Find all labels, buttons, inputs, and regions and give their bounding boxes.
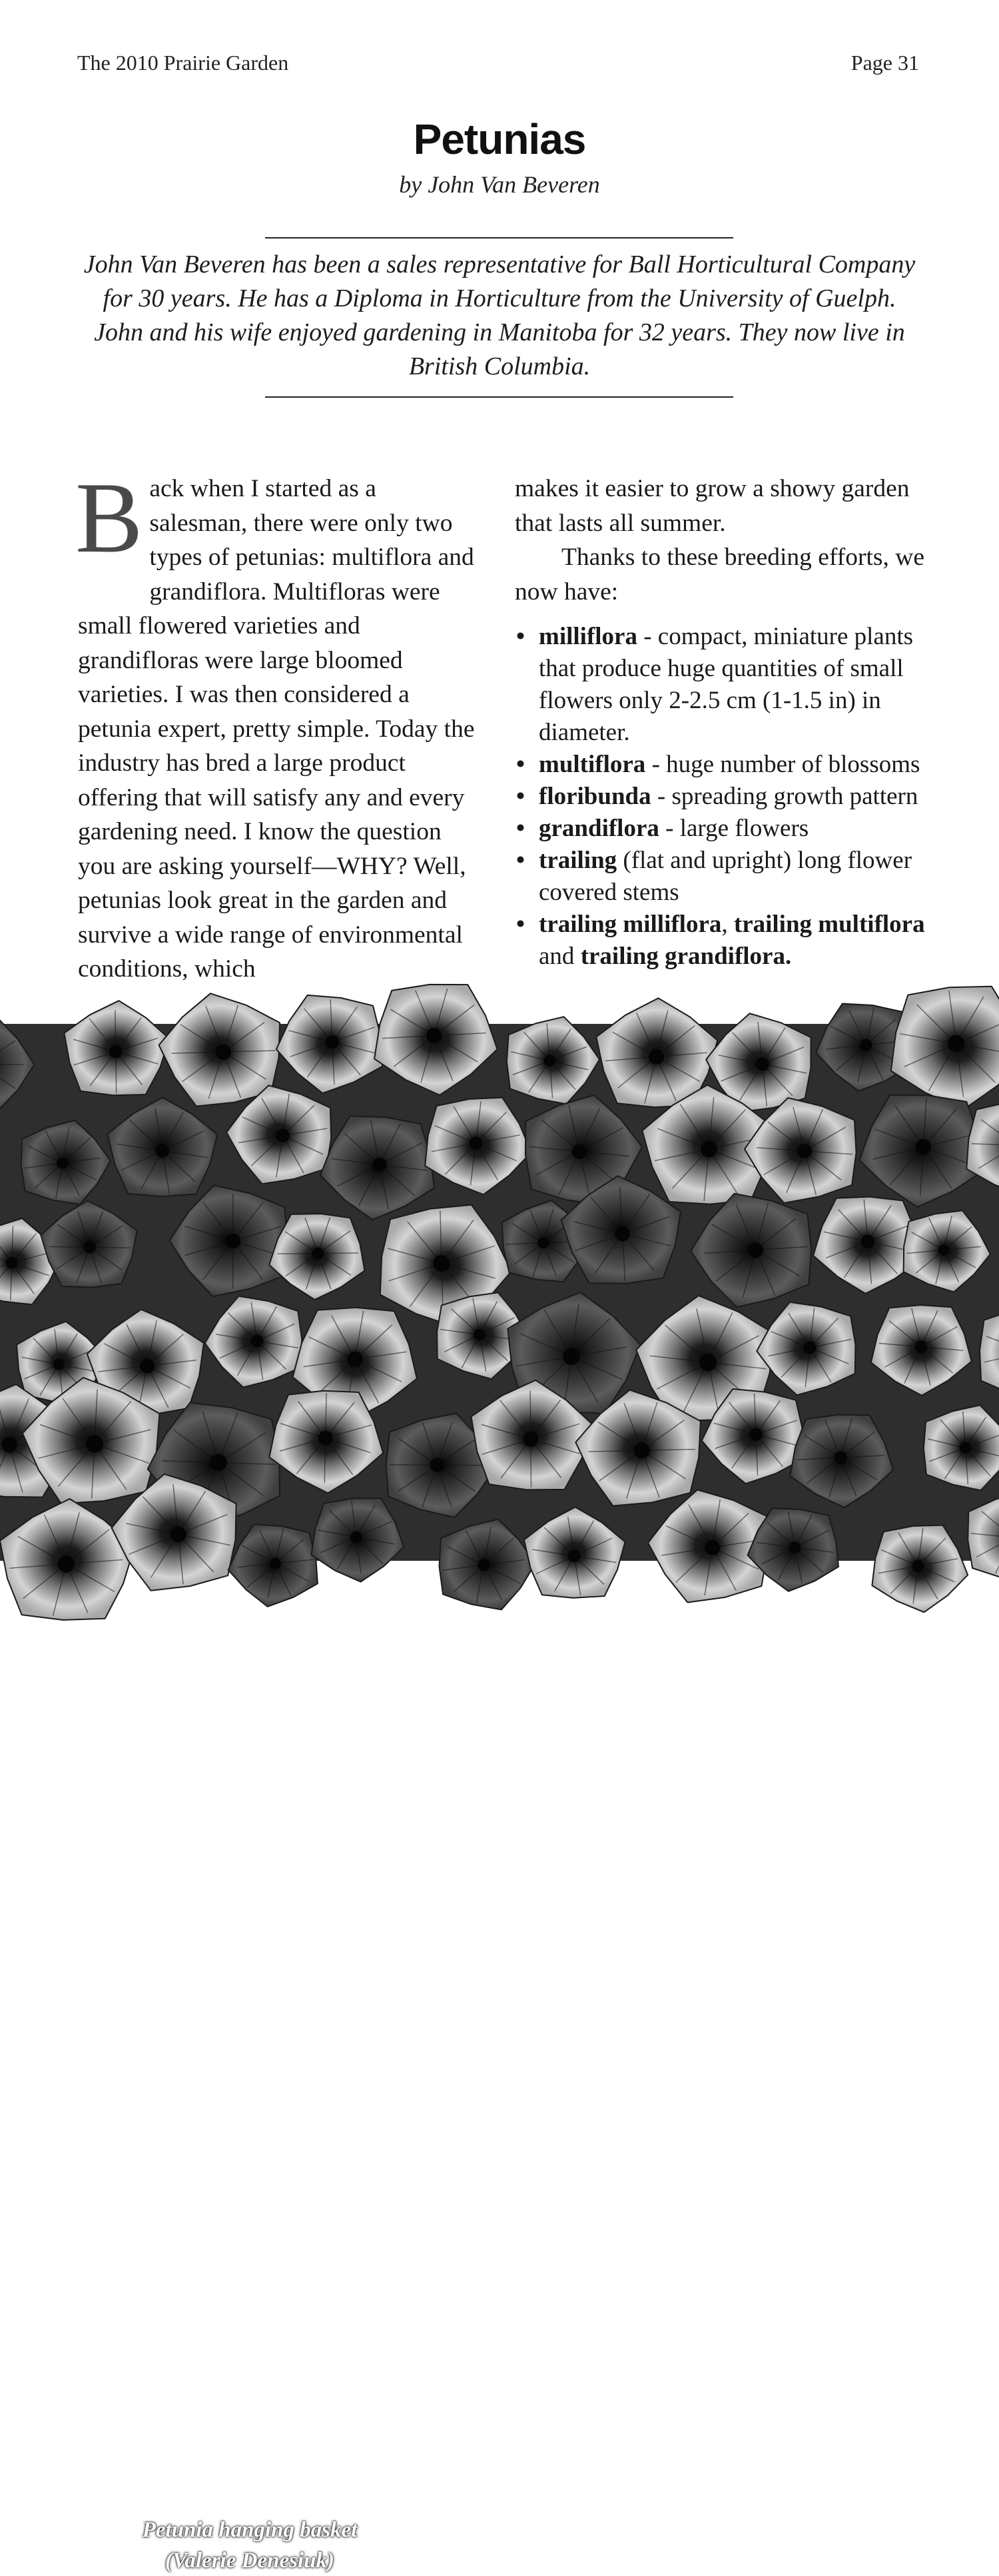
variety-name: trailing milliflora [539,911,721,938]
byline: by John Van Beveren [0,171,999,199]
bio-rule-top [265,237,733,238]
list-item [515,749,928,781]
body-paragraph-1 [78,472,478,987]
journal-name: The 2010 Prairie Garden [77,51,288,75]
variety-sep: , [721,911,734,938]
variety-name: trailing multiflora [734,911,925,938]
author-bio: John Van Beveren has been a sales representative for Ball Horticultural Company for 30 years. He has a Diploma in Horticulture from the University of Guelph. John and his wife enjoyed gardening in Manitoba for 32 years. They now live in British Columbia. [80,248,919,384]
drop-cap: B [75,478,143,578]
body-column-left [78,472,478,987]
variety-name: trailing [539,847,617,874]
body-text-left: ack when I started as a salesman, there were only two types of petunias: multiflora and grandiflora. Multifloras were small flowered varieties and grandifloras were large bloomed varieties. I was then considered a petunia expert, pretty simple. Today the industry has bred a large product offering that will satisfy any and every gardening need. I know the question you are asking yourself—WHY? Well, petunias look great in the garden and survive a wide range of environmental conditions, which [78,475,474,983]
body-column-right [515,472,928,973]
variety-list [515,621,928,973]
variety-name: milliflora [539,623,637,650]
variety-name: multiflora [539,751,645,778]
variety-desc: - large flowers [659,815,809,842]
variety-name: trailing grandiflora. [581,943,792,970]
petunia-photo [0,1024,999,1561]
caption-credit: (Valerie Denesiuk) [100,2545,400,2576]
variety-sep: and [539,943,581,970]
body-paragraph-2: Thanks to these breeding efforts, we now have: [515,540,928,609]
list-item [515,845,928,909]
list-item [515,909,928,973]
variety-desc: - spreading growth pattern [651,783,918,810]
photo-caption [100,2515,400,2576]
article-title: Petunias [0,115,999,164]
petunia-photo-art [0,1024,999,1561]
variety-desc: (flat and upright) long flower covered stems [539,847,912,906]
variety-desc: - huge number of blossoms [645,751,920,778]
petunia-flower [64,1001,169,1095]
bio-rule-bottom [265,396,733,398]
petunia-flower [924,1405,999,1490]
list-item [515,813,928,845]
list-item [515,781,928,813]
body-paragraph-continued: makes it easier to grow a showy garden that lasts all summer. [515,472,928,540]
page-number: Page 31 [851,51,919,75]
variety-desc: - compact, miniature plants that produce huge quantities of small flowers only 2-2.5 cm (1-1.5 in) in diameter. [539,623,913,746]
variety-name: grandiflora [539,815,659,842]
caption-title: Petunia hanging basket [100,2515,400,2545]
variety-name: floribunda [539,783,651,810]
list-item [515,621,928,749]
